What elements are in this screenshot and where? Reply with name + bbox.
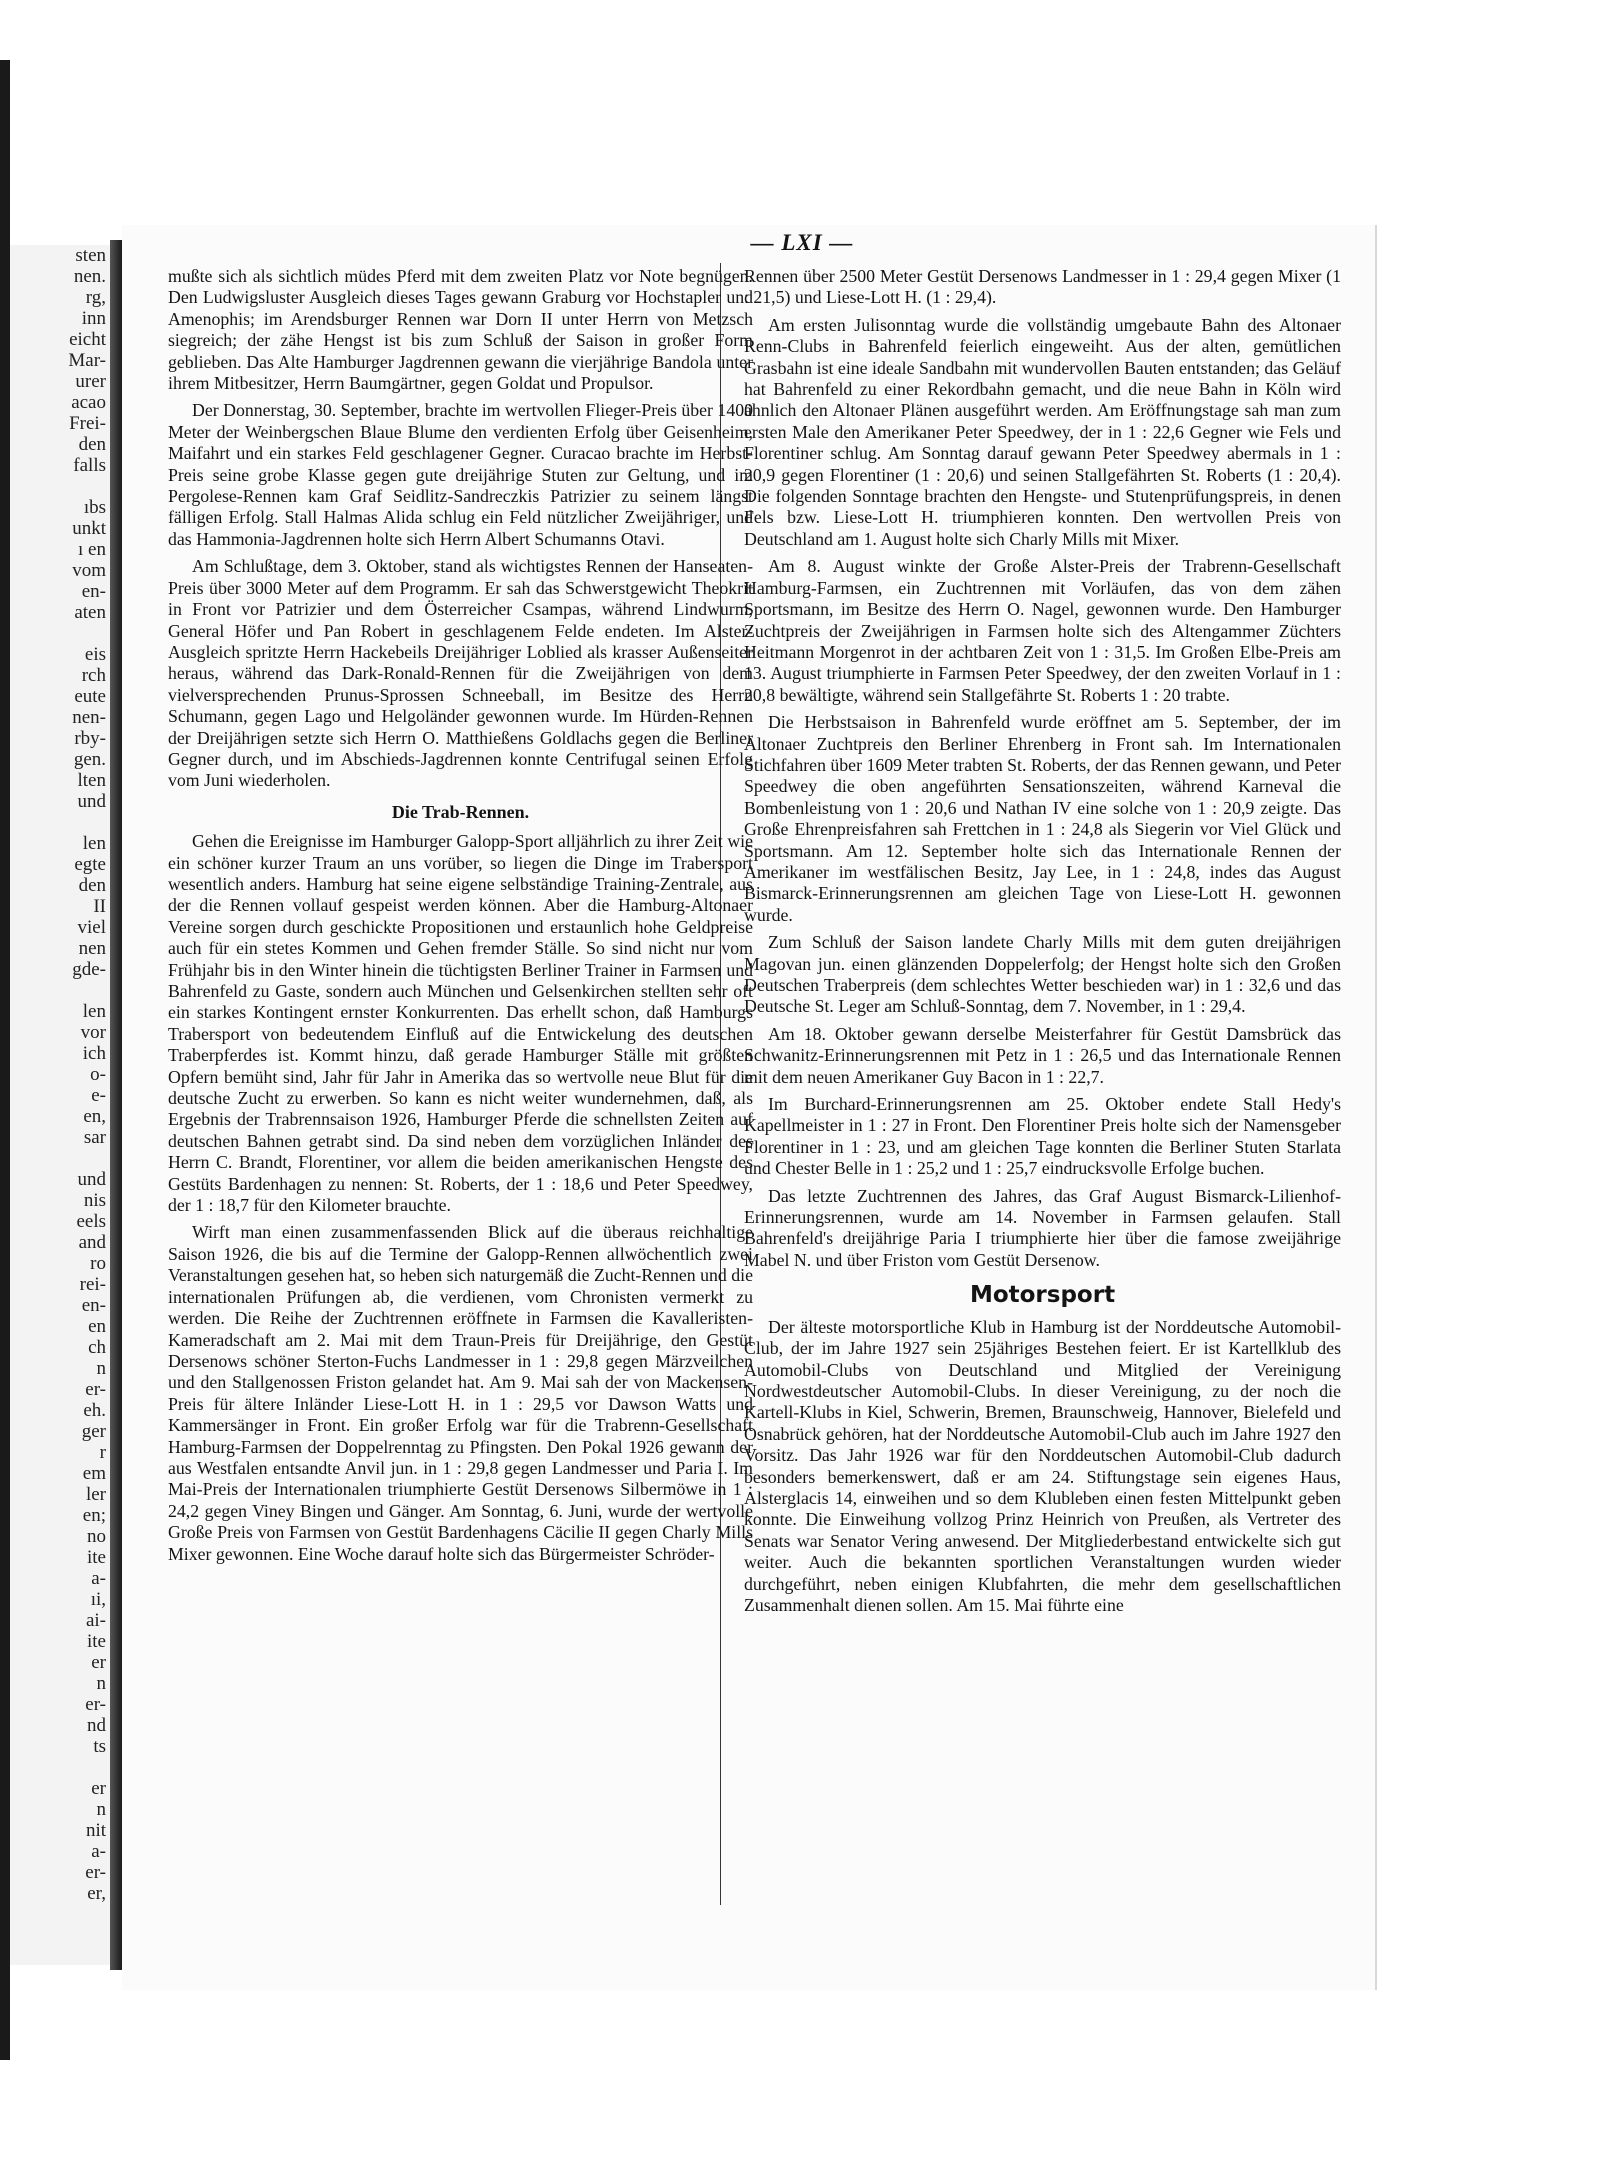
- previous-page-line: eis: [84, 644, 106, 665]
- previous-page-line: en: [88, 1316, 106, 1337]
- previous-page-line: vor: [80, 1022, 106, 1043]
- previous-page-line: er: [91, 1778, 106, 1799]
- previous-page-line: acao: [71, 392, 106, 413]
- previous-page-line: rby-: [74, 728, 106, 749]
- previous-page-line: nen.: [73, 266, 106, 287]
- previous-page-line: no: [87, 1526, 106, 1547]
- previous-page-line: gen.: [73, 749, 106, 770]
- previous-page-line: nis: [83, 1190, 106, 1211]
- paragraph: Rennen über 2500 Meter Gestüt Dersenows Landmesser in 1 : 29,4 gegen Mixer (1 : 21,5) und Liese-Lott H. (1 : 29,4).: [744, 266, 1341, 308]
- previous-page-line: inn: [81, 308, 106, 329]
- previous-page-line: a-: [91, 1841, 106, 1862]
- previous-page-line: nen: [78, 938, 106, 959]
- paragraph: Das letzte Zuchtrennen des Jahres, das Graf August Bismarck-Lilienhof-Erinnerungsrennen, wurde am 14. November in Farmsen gelaufen. Stall Bahrenfeld's dreijährige Paria I triumphierte hier über die famose zweijährige Mabel N. und über Friston vom Gestüt Dersenow.: [744, 1185, 1341, 1270]
- previous-page-line: eels: [76, 1211, 106, 1232]
- previous-page-line: ts: [93, 1736, 106, 1757]
- paragraph: Am 8. August winkte der Große Alster-Preis der Trabrenn-Gesellschaft Hamburg-Farmsen, ein Zuchtrennen mit Vorläufen, das von dem zähen Sportsmann, im Besitze des Herrn O. Nagel, gewonnen wurde. Den Hamburger Zuchtpreis der Zweijährigen in Farmsen holte sich des Altengammer Züchters Heitmann Morgenrot in der achtbaren Zeit von 1 : 31,5. Im Großen Elbe-Preis am 13. August triumphierte in Farmsen Peter Speedwey, der den zweiten Vorlauf in 1 : 20,8 bewältigte, während sein Stallgefährte St. Roberts 1 : 20 trabte.: [744, 556, 1341, 705]
- previous-page-line: ite: [87, 1547, 106, 1568]
- previous-page-line: den: [78, 875, 106, 896]
- previous-page-line: sar: [83, 1127, 106, 1148]
- previous-page-line: er: [91, 1652, 106, 1673]
- previous-page-line: and: [78, 1232, 106, 1253]
- book-spine: [110, 240, 122, 1970]
- paragraph: Wirft man einen zusammenfassenden Blick auf die überaus reichhaltige Saison 1926, die bis auf die Termine der Galopp-Rennen allwöchentlich zwei Veranstaltungen gesehen hat, so heben sich naturgemäß die Zucht-Rennen und die internationalen Prüfungen ab, die verdienen, vom Chronisten vermerkt zu werden. Die Reihe der Zuchtrennen eröffnete in Farmsen die Kavalleristen-Kameradschaft am 2. Mai mit dem Traun-Preis für Dreijährige, den Gestüt Dersenows schöner Sterton-Fuchs Landmesser in 1 : 29,8 gegen Märzveilchen und den Stallgenossen Friston gelandet hat. Am 9. Mai sah der von Mackensen-Preis für ältere Inländer Liese-Lott H. in 1 : 29,5 vor Dawson Watts und Kammersänger in Front. Ein großer Erfolg war für die Trabrenn-Gesellschaft Hamburg-Farmsen der Doppelrenntag zu Pfingsten. Den Pokal 1926 gewann der aus Westfalen entsandte Anvil jun. in 1 : 29,8 gegen Landmesser und Paria I. Im Mai-Preis der Internationalen triumphierte Gestüt Dersenows Silbermöwe in 1 : 24,2 gegen Viney Bingen und Gänger. Am Sonntag, 6. Juni, wurde der wertvolle Große Preis von Farmsen von Gestüt Bardenhagens Cäcilie II gegen Charly Mills Mixer gewonnen. Eine Woche darauf holte sich das Bürgermeister Schröder-: [168, 1222, 753, 1564]
- previous-page-line: lten: [77, 770, 106, 791]
- previous-page-line: viel: [77, 917, 106, 938]
- previous-page-line: Mar-: [68, 350, 106, 371]
- previous-page-line: egte: [74, 854, 106, 875]
- previous-page-line: em: [82, 1463, 106, 1484]
- previous-page-line: [10, 980, 110, 1001]
- left-column-paragraphs-after: [168, 831, 753, 1565]
- previous-page-line: n: [96, 1358, 106, 1379]
- paragraph: Der Donnerstag, 30. September, brachte im wertvollen Flieger-Preis über 1400 Meter der Weinbergschen Blaue Blume den verdienten Erfolg über Geisenheim, Maifahrt und ein starkes Feld geschlagener Gegner. Curacao brachte im Herbst-Preis seine grobe Klasse gegen gute dreijährige Stuten zur Geltung, und im Pergolese-Rennen kam Graf Seidlitz-Sandreczkis Patrizier zu seinem längst fälligen Erfolg. Stall Halmas Alida schlug ein Feld nützlicher Zweijähriger, und das Hammonia-Jagdrennen holte sich Herrn Albert Schumanns Otavi.: [168, 400, 753, 549]
- scan-edge-band: [0, 60, 10, 2060]
- previous-page-line: ro: [90, 1253, 106, 1274]
- section-heading-trab-rennen: Die Trab-Rennen.: [391, 801, 530, 822]
- previous-page-line: ite: [87, 1631, 106, 1652]
- paragraph: Am Schlußtage, dem 3. Oktober, stand als wichtigstes Rennen der Hanseaten-Preis über 3000 Meter auf dem Programm. Er sah das Schwerstgewicht Theokrit in Front vor Patrizier und dem Österreicher Csampas, während Lindwurm, General Höfer und Pan Robert in geschlagenem Felde endeten. Im Alster-Ausgleich spritzte Herrn Hackebeils Dreijähriger Loblied als krasser Außenseiter heraus, während das Dark-Ronald-Rennen für die Zweijährigen von dem vielversprechenden Prunus-Sprossen Schneeball, im Besitze des Herrn Schumann, gegen Lago und Helgoländer gewonnen wurde. Im Hürden-Rennen der Dreijährigen setzte sich Herrn O. Matthießens Goldlachs gegen die Berliner Gegner durch, und im Abschieds-Jagdrennen konnte Centrifugal seinen Erfolg vom Juni wiederholen.: [168, 556, 753, 791]
- previous-page-line: ch: [88, 1337, 106, 1358]
- previous-page-line: und: [77, 791, 106, 812]
- previous-page-line: nen-: [72, 707, 106, 728]
- previous-page-line: ger: [81, 1421, 106, 1442]
- previous-page-line: eicht: [69, 329, 106, 350]
- previous-page-line: [10, 476, 110, 497]
- previous-page-line: [10, 1757, 110, 1778]
- paragraph: Die Herbstsaison in Bahrenfeld wurde eröffnet am 5. September, der im Altonaer Zuchtpreis den Berliner Ehrenberg in Front sah. Im Internationalen Stichfahren über 1609 Meter trabten St. Roberts, der das Rennen gewann, und Peter Speedwey die oben angeführten Sensationszeiten, während Karneval die Bombenleistung von 1 : 20,6 und Nathan IV eine solche von 1 : 20,9 zeigte. Das Große Ehrenpreisfahren sah Frettchen in 1 : 24,8 als Siegerin vor Viel Glück und Sportsmann. Am 12. September holte sich das Internationale Rennen der Amerikaner im westfälischen Besitz, Jay Lee, in 1 : 24,8, indes das August Bismarck-Erinnerungsrennen am gleichen Tage von Liese-Lott H. gewonnen wurde.: [744, 712, 1341, 925]
- section-heading-motorsport: Motorsport: [969, 1282, 1116, 1309]
- previous-page-line: ıbs: [83, 497, 106, 518]
- previous-page-line: sten: [75, 245, 106, 266]
- previous-page-line: o-: [90, 1064, 106, 1085]
- paragraph: mußte sich als sichtlich müdes Pferd mit dem zweiten Platz vor Note begnügen. Den Ludwigsluster Ausgleich dieses Tages gewann Graburg vor Hochstapler und Amenophis; im Arendsburger Rennen war Dorn II unter Herrn von Metzsch siegreich; der zähe Hengst ist bis zum Schluß der Saison in großer Form geblieben. Das Alte Hamburger Jagdrennen gewann die vierjährige Bandola unter ihrem Mitbesitzer, Herrn Baumgärtner, gegen Goldat und Propulsor.: [168, 266, 753, 394]
- right-column-paragraphs: [744, 266, 1341, 1271]
- previous-page-line: ler: [85, 1484, 106, 1505]
- document-page: [122, 225, 1377, 1990]
- left-column-paragraphs: [168, 266, 753, 792]
- paragraph: Der älteste motorsportliche Klub in Hamburg ist der Norddeutsche Automobil-Club, der im Jahre 1927 sein 25jähriges Bestehen feiert. Er ist Kartellklub des Automobil-Clubs von Deutschland und Mitglied der Vereinigung Nordwestdeutscher Automobil-Clubs. In dieser Vereinigung, zu der noch die Kartell-Klubs in Kiel, Schwerin, Bremen, Braunschweig, Hannover, Bielefeld und Osnabrück gehören, hat der Norddeutsche Automobil-Club auch im Jahre 1927 den Vorsitz. Das Jahr 1926 war für den Norddeutschen Automobil-Club dadurch besonders bemerkenswert, daß er am 24. Stiftungstage sein eigenes Haus, Alsterglacis 14, einweihen und so dem Klubleben einen festen Mittelpunkt geben konnte. Die Einweihung vollzog Prinz Heinrich von Preußen, als Vertreter des Senats war Senator Vering anwesend. Der Mitgliederbestand entwickelte sich gut weiter. Auch die bekannten sportlichen Veranstaltungen wurden wieder durchgeführt, neben einigen Klubfahrten, die mehr dem gesellschaftlichen Zusammenhalt dienen sollen. Am 15. Mai führte eine: [744, 1316, 1341, 1615]
- previous-page-line: en-: [81, 581, 106, 602]
- previous-page-line: n: [96, 1799, 106, 1820]
- paragraph: Gehen die Ereignisse im Hamburger Galopp-Sport alljährlich zu ihrer Zeit wie ein schöner kurzer Traum an uns vorüber, so liegen die Dinge im Trabersport wesentlich anders. Hamburg hat seine eigene selbständige Training-Zentrale, aus der die Rennen vollauf gespeist werden können. Aber die Hamburg-Altonaer Vereine sorgen durch geschickte Propositionen und erstaunlich hohe Geldpreise auch für ein stetes Kommen und Gehen fremder Ställe. So sind nicht nur vom Frühjahr bis in den Winter hinein die tüchtigsten Berliner Trainer in Farmsen und Bahrenfeld zu Gaste, sondern auch München und Gelsenkirchen stellten sehr oft ein starkes Kontingent ernster Konkurrenten. Das erhellt schon, daß Hamburgs Trabersport von bedeutendem Einfluß auf die Entwickelung des deutschen Traberpferdes ist. Kommt hinzu, daß gerade Hamburger Ställe mit größten Opfern bemüht sind, Jahr für Jahr in Amerika das so wertvolle neue Blut für die deutsche Zucht zu erwerben. So kann es nicht weiter wundernehmen, daß, als Ergebnis der Trabrennsaison 1926, Hamburger Pferde die schnellsten Zeiten auf deutschen Bahnen getrabt sind. Da sind neben dem vorzüglichen Inländer des Herrn C. Brandt, Florentiner, vor allem die beiden amerikanischen Hengste des Gestüts Bardenhagen zu nennen: St. Roberts, der 1 : 18,6 und Peter Speedwey, der 1 : 18,7 für den Kilometer brauchte.: [168, 831, 753, 1216]
- right-column-paragraphs-after: [744, 1317, 1341, 1617]
- previous-page-line: falls: [73, 455, 106, 476]
- previous-page-line: ai-: [85, 1610, 106, 1631]
- previous-page-line: ı en: [78, 539, 106, 560]
- previous-page-line: unkt: [72, 518, 106, 539]
- previous-page-line: n: [96, 1673, 106, 1694]
- previous-page-line: rg,: [85, 287, 106, 308]
- previous-page-line: urer: [75, 371, 106, 392]
- previous-page-line: rei-: [79, 1274, 106, 1295]
- previous-page-line: en-: [81, 1295, 106, 1316]
- previous-page-line: len: [82, 1001, 106, 1022]
- right-column: [744, 266, 1341, 1622]
- previous-page-line: [10, 1148, 110, 1169]
- paragraph: Am 18. Oktober gewann derselbe Meisterfahrer für Gestüt Damsbrück das Schwanitz-Erinnerungsrennen mit Petz in 1 : 26,5 und das Internationale Rennen mit dem neuen Amerikaner Guy Bacon in 1 : 22,7.: [744, 1023, 1341, 1087]
- previous-page-line: en,: [83, 1106, 106, 1127]
- paragraph: Zum Schluß der Saison landete Charly Mills mit dem guten dreijährigen Magovan jun. einen glänzenden Doppelerfolg; der Hengst holte sich den Großen Deutschen Traberpreis (dem schlechtes Wetter beschieden war) in 1 : 32,6 und das Deutsche St. Leger am Schluß-Sonntag, dem 7. November, in 1 : 29,4.: [744, 932, 1341, 1017]
- previous-page-line: eute: [74, 686, 106, 707]
- previous-page-line: er-: [85, 1379, 106, 1400]
- previous-page-line: den: [78, 434, 106, 455]
- previous-page-line: aten: [74, 602, 106, 623]
- previous-page-line: II: [93, 896, 106, 917]
- previous-page-line: a-: [91, 1568, 106, 1589]
- previous-page-line: [10, 623, 110, 644]
- previous-page-line: rch: [81, 665, 106, 686]
- previous-page-line: Frei-: [69, 413, 106, 434]
- previous-page-line: nit: [85, 1820, 106, 1841]
- previous-page-line: r: [99, 1442, 106, 1463]
- paragraph: Am ersten Julisonntag wurde die vollständig umgebaute Bahn des Altonaer Renn-Clubs in Bahrenfeld feierlich eingeweiht. Aus der alten, gemütlichen Grasbahn ist eine ideale Sandbahn mit wundervollen Bauten entstanden; das Geläuf hat Bahrenfeld zu einer Rekordbahn gemacht, und die neue Bahn in Köln wird ähnlich den Altonaer Plänen ausgeführt werden. Am Eröffnungstage sah man zum ersten Male den Amerikaner Peter Speedwey, der in 1 : 22,6 Gegner wie Fels und Florentiner schlug. Am Sonntag darauf gewann Peter Speedwey abermals in 1 : 20,9 gegen Florentiner (1 : 20,6) und seinen Stallgefährten St. Roberts (1 : 20,4). Die folgenden Sonntage brachten den Hengste- und Stutenprüfungspreis, in denen Fels bzw. Liese-Lott H. triumphieren konnten. Den wertvollen Preis von Deutschland am 1. August holte sich Charly Mills mit Mixer.: [744, 314, 1341, 549]
- previous-page-line: nd: [87, 1715, 106, 1736]
- previous-page-line: gde-: [72, 959, 106, 980]
- previous-page-line: en;: [82, 1505, 106, 1526]
- previous-page-line: ıi,: [90, 1589, 106, 1610]
- previous-page-line: und: [77, 1169, 106, 1190]
- previous-page-line: er-: [85, 1862, 106, 1883]
- previous-page-line: ich: [82, 1043, 106, 1064]
- previous-page-fragment: [10, 245, 110, 1965]
- previous-page-line: er,: [87, 1883, 106, 1904]
- previous-page-line: vom: [72, 560, 106, 581]
- previous-page-line: [10, 812, 110, 833]
- previous-page-line: eh.: [83, 1400, 106, 1421]
- paragraph: Im Burchard-Erinnerungsrennen am 25. Oktober endete Stall Hedy's Kapellmeister in 1 : 27 in Front. Den Florentiner Preis holte sich der Namensgeber Florentiner in 1 : 23, und am gleichen Tage konnten die Berliner Stuten Starlata und Chester Belle in 1 : 25,2 und 1 : 25,7 eindrucksvolle Erfolge buchen.: [744, 1094, 1341, 1179]
- page-number: — LXI —: [750, 230, 854, 255]
- previous-page-line: e-: [91, 1085, 106, 1106]
- left-column: [168, 266, 753, 1571]
- previous-page-line: er-: [85, 1694, 106, 1715]
- previous-page-line: len: [82, 833, 106, 854]
